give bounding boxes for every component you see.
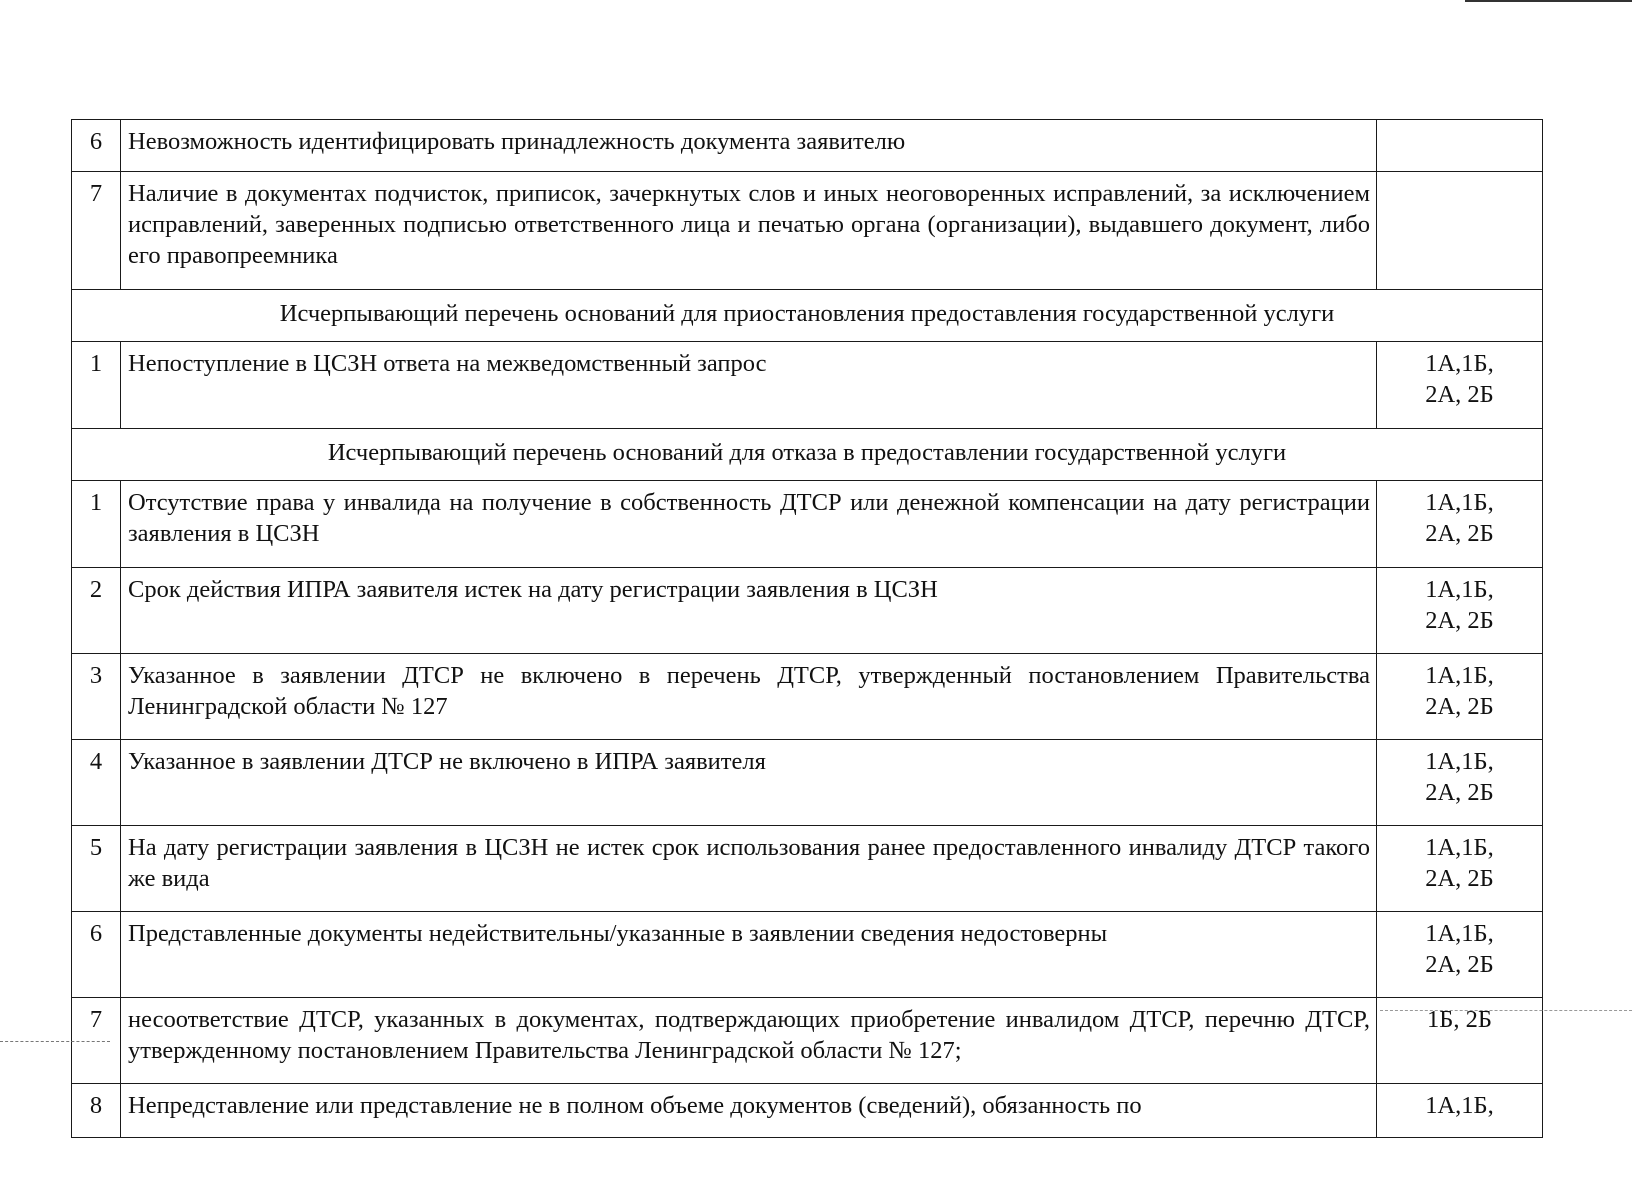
table-row — [72, 481, 1543, 568]
row-codes — [1377, 172, 1543, 290]
code-line: 1А,1Б, — [1425, 489, 1494, 516]
row-number: 2 — [72, 568, 121, 654]
row-text: Непредставление или представление не в полном объеме документов (сведений), обязанность по — [121, 1084, 1377, 1138]
row-number: 1 — [72, 481, 121, 568]
code-line: 2А, 2Б — [1425, 381, 1494, 408]
scan-artifact-line — [0, 1041, 110, 1042]
row-number: 6 — [72, 912, 121, 998]
row-codes — [1377, 1084, 1543, 1138]
code-line: 1А,1Б, — [1425, 920, 1494, 947]
section-header-row — [72, 290, 1543, 342]
table-row — [72, 568, 1543, 654]
row-number: 3 — [72, 654, 121, 740]
row-text: Представленные документы недействительны/указанные в заявлении сведения недостоверны — [121, 912, 1377, 998]
table-row — [72, 826, 1543, 912]
row-number: 8 — [72, 1084, 121, 1138]
code-line: 1А,1Б, — [1425, 1092, 1494, 1119]
table-row — [72, 172, 1543, 290]
row-number: 4 — [72, 740, 121, 826]
section-header: Исчерпывающий перечень оснований для отказа в предоставлении государственной услуги — [72, 429, 1543, 481]
table-row — [72, 1084, 1543, 1138]
row-text: Указанное в заявлении ДТСР не включено в перечень ДТСР, утвержденный постановлением Правительства Ленинградской области № 127 — [121, 654, 1377, 740]
row-text: На дату регистрации заявления в ЦСЗН не истек срок использования ранее предоставленного инвалиду ДТСР такого же вида — [121, 826, 1377, 912]
section-header: Исчерпывающий перечень оснований для приостановления предоставления государственной услуги — [72, 290, 1543, 342]
row-codes — [1377, 740, 1543, 826]
row-number: 6 — [72, 120, 121, 172]
row-text: Наличие в документах подчисток, приписок, зачеркнутых слов и иных неоговоренных исправлений, за исключением исправлений, заверенных подписью ответственного лица и печатью органа (организации), выдавшего документ, либо его правопреемника — [121, 172, 1377, 290]
scan-artifact-line — [1380, 1010, 1632, 1011]
code-line: 2А, 2Б — [1425, 951, 1494, 978]
row-text: несоответствие ДТСР, указанных в документах, подтверждающих приобретение инвалидом ДТСР, перечню ДТСР, утвержденному постановлением Правительства Ленинградской области № 127; — [121, 998, 1377, 1084]
row-number: 7 — [72, 998, 121, 1084]
code-line: 1А,1Б, — [1425, 662, 1494, 689]
row-text: Указанное в заявлении ДТСР не включено в ИПРА заявителя — [121, 740, 1377, 826]
table-row — [72, 998, 1543, 1084]
row-codes — [1377, 120, 1543, 172]
table-row — [72, 740, 1543, 826]
grounds-table — [71, 119, 1543, 1138]
code-line: 2А, 2Б — [1425, 520, 1494, 547]
row-number: 5 — [72, 826, 121, 912]
row-text: Непоступление в ЦСЗН ответа на межведомственный запрос — [121, 342, 1377, 429]
table-row — [72, 120, 1543, 172]
code-line: 1Б, 2Б — [1427, 1006, 1492, 1033]
row-codes — [1377, 342, 1543, 429]
code-line: 1А,1Б, — [1425, 350, 1494, 377]
code-line: 1А,1Б, — [1425, 576, 1494, 603]
grounds-table-body — [72, 120, 1543, 1138]
row-text: Отсутствие права у инвалида на получение в собственность ДТСР или денежной компенсации на дату регистрации заявления в ЦСЗН — [121, 481, 1377, 568]
table-row — [72, 912, 1543, 998]
row-text: Срок действия ИПРА заявителя истек на дату регистрации заявления в ЦСЗН — [121, 568, 1377, 654]
section-header-row — [72, 429, 1543, 481]
row-codes — [1377, 654, 1543, 740]
table-row — [72, 654, 1543, 740]
row-text: Невозможность идентифицировать принадлежность документа заявителю — [121, 120, 1377, 172]
code-line: 2А, 2Б — [1425, 865, 1494, 892]
row-number: 7 — [72, 172, 121, 290]
code-line: 2А, 2Б — [1425, 693, 1494, 720]
code-line: 2А, 2Б — [1425, 779, 1494, 806]
scan-edge-mark — [1465, 0, 1632, 2]
code-line: 1А,1Б, — [1425, 748, 1494, 775]
row-codes — [1377, 481, 1543, 568]
code-line: 2А, 2Б — [1425, 607, 1494, 634]
row-codes — [1377, 826, 1543, 912]
row-number: 1 — [72, 342, 121, 429]
row-codes — [1377, 912, 1543, 998]
table-row — [72, 342, 1543, 429]
row-codes — [1377, 568, 1543, 654]
code-line: 1А,1Б, — [1425, 834, 1494, 861]
